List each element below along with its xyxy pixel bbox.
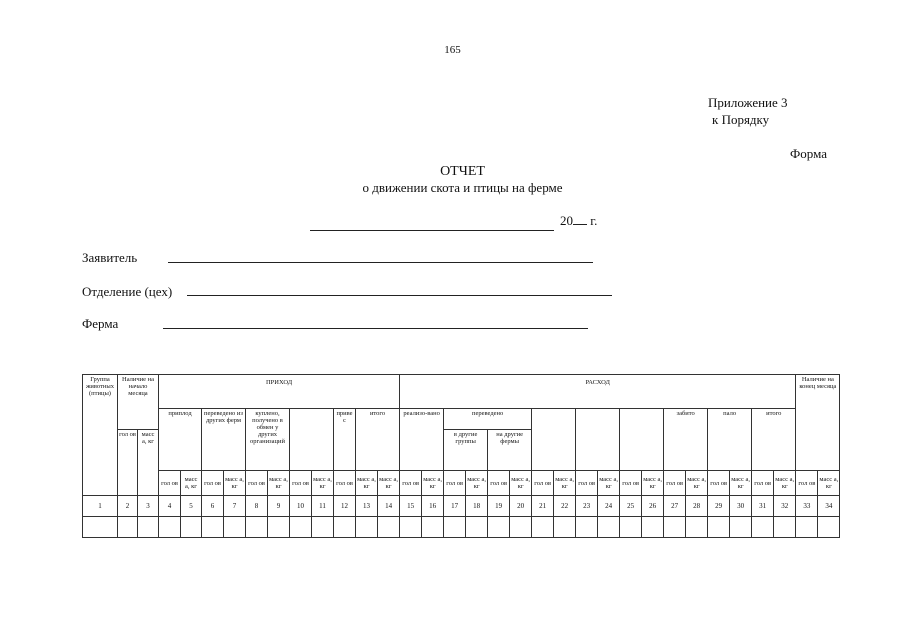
unit-mass: масс а, кг <box>642 471 664 496</box>
column-number: 3 <box>138 496 159 517</box>
data-cell[interactable] <box>642 517 664 538</box>
data-cell[interactable] <box>730 517 752 538</box>
opening-mass-unit: масс а, кг <box>138 430 159 496</box>
unit-heads: гол ов <box>488 471 510 496</box>
unit-heads: гол ов <box>202 471 224 496</box>
column-number: 21 <box>532 496 554 517</box>
data-cell[interactable] <box>181 517 202 538</box>
appendix-line-1: Приложение 3 <box>708 95 788 110</box>
farm-label: Ферма <box>82 316 119 331</box>
data-cell[interactable] <box>466 517 488 538</box>
column-number: 6 <box>202 496 224 517</box>
department-label: Отделение (цех) <box>82 284 173 299</box>
column-number: 1 <box>83 496 118 517</box>
income-header: ПРИХОД <box>159 375 400 409</box>
department-field[interactable] <box>187 295 612 296</box>
expense-total-header: итого <box>752 409 796 471</box>
movement-report-table <box>82 374 862 538</box>
column-number: 25 <box>620 496 642 517</box>
unit-mass: масс а, кг <box>686 471 708 496</box>
page-number: 165 <box>444 44 461 56</box>
unit-mass: масс а, кг <box>378 471 400 496</box>
data-cell[interactable] <box>246 517 268 538</box>
column-number: 27 <box>664 496 686 517</box>
column-number: 28 <box>686 496 708 517</box>
data-cell[interactable] <box>708 517 730 538</box>
column-number: 20 <box>510 496 532 517</box>
data-cell[interactable] <box>159 517 181 538</box>
unit-heads: гол ов <box>708 471 730 496</box>
appendix-note <box>708 94 788 128</box>
slaughtered-header: забито <box>664 409 708 471</box>
date-blank-line[interactable] <box>310 230 554 231</box>
unit-mass: масс а, кг <box>224 471 246 496</box>
column-number: 24 <box>598 496 620 517</box>
data-cell[interactable] <box>378 517 400 538</box>
data-cell[interactable] <box>422 517 444 538</box>
unit-mass: масс а, кг <box>466 471 488 496</box>
unit-mass: масс а, кг <box>774 471 796 496</box>
appendix-line-2: к Порядку <box>712 112 770 127</box>
date-year <box>560 213 597 229</box>
column-number: 9 <box>268 496 290 517</box>
applicant-label: Заявитель <box>82 250 138 265</box>
data-cell[interactable] <box>686 517 708 538</box>
data-cell[interactable] <box>796 517 818 538</box>
data-cell[interactable] <box>312 517 334 538</box>
expense-blank-1 <box>532 409 576 471</box>
to-other-groups-header: в другие группы <box>444 430 488 471</box>
data-cell[interactable] <box>118 517 138 538</box>
report-subtitle: о движении скота и птицы на ферме <box>362 180 563 195</box>
column-number: 16 <box>422 496 444 517</box>
unit-mass: масс а, кг <box>422 471 444 496</box>
year-blank-line[interactable] <box>573 213 587 225</box>
unit-mass: масс а, кг <box>554 471 576 496</box>
data-cell[interactable] <box>554 517 576 538</box>
column-number: 14 <box>378 496 400 517</box>
unit-mass: масс а, кг <box>312 471 334 496</box>
column-number: 34 <box>818 496 840 517</box>
income-blank-header <box>290 409 334 471</box>
data-cell[interactable] <box>664 517 686 538</box>
data-cell[interactable] <box>268 517 290 538</box>
data-cell[interactable] <box>510 517 532 538</box>
unit-heads: гол ов <box>532 471 554 496</box>
transferred-from-farms-header: переведено из других ферм <box>202 409 246 471</box>
opening-heads-unit: гол ов <box>118 430 138 496</box>
column-number: 8 <box>246 496 268 517</box>
unit-mass: масс а, кг <box>181 471 202 496</box>
expense-blank-2 <box>576 409 620 471</box>
data-cell[interactable] <box>444 517 466 538</box>
column-number: 5 <box>181 496 202 517</box>
unit-heads: гол ов <box>334 471 356 496</box>
opening-balance-header: Наличие на начало месяца <box>118 375 159 430</box>
data-cell[interactable] <box>83 517 118 538</box>
expense-header: РАСХОД <box>400 375 796 409</box>
unit-mass: масс а, кг <box>356 471 378 496</box>
data-cell[interactable] <box>774 517 796 538</box>
transferred-out-header: переведено <box>444 409 532 430</box>
column-number: 30 <box>730 496 752 517</box>
column-number: 18 <box>466 496 488 517</box>
column-number: 15 <box>400 496 422 517</box>
column-number: 31 <box>752 496 774 517</box>
data-cell[interactable] <box>138 517 159 538</box>
income-total-header: итого <box>356 409 400 471</box>
closing-balance-header: Наличие на конец месяца <box>796 375 840 471</box>
unit-heads: гол ов <box>246 471 268 496</box>
unit-heads: гол ов <box>576 471 598 496</box>
form-label: Форма <box>790 146 827 161</box>
data-cell[interactable] <box>576 517 598 538</box>
unit-heads: гол ов <box>796 471 818 496</box>
data-cell[interactable] <box>356 517 378 538</box>
unit-mass: масс а, кг <box>268 471 290 496</box>
column-number: 10 <box>290 496 312 517</box>
unit-heads: гол ов <box>664 471 686 496</box>
column-number: 11 <box>312 496 334 517</box>
column-number: 22 <box>554 496 576 517</box>
applicant-field[interactable] <box>168 262 593 263</box>
data-cell[interactable] <box>752 517 774 538</box>
sold-header: реализо-вано <box>400 409 444 471</box>
unit-heads: гол ов <box>290 471 312 496</box>
column-number: 23 <box>576 496 598 517</box>
births-header: приплод <box>159 409 202 471</box>
data-cell[interactable] <box>224 517 246 538</box>
unit-heads: гол ов <box>400 471 422 496</box>
column-number: 32 <box>774 496 796 517</box>
to-other-farms-header: на другие фермы <box>488 430 532 471</box>
data-cell[interactable] <box>400 517 422 538</box>
unit-mass: масс а, кг <box>730 471 752 496</box>
column-number: 12 <box>334 496 356 517</box>
unit-mass: масс а, кг <box>598 471 620 496</box>
data-cell[interactable] <box>598 517 620 538</box>
column-number: 26 <box>642 496 664 517</box>
group-header: Группа животных (птицы) <box>83 375 118 496</box>
column-number: 7 <box>224 496 246 517</box>
column-number: 17 <box>444 496 466 517</box>
unit-heads: гол ов <box>159 471 181 496</box>
unit-mass: масс а, кг <box>818 471 840 496</box>
purchased-header: куплено, получено в обмен у других организаций <box>246 409 290 471</box>
data-cell[interactable] <box>202 517 224 538</box>
column-number: 29 <box>708 496 730 517</box>
column-number: 4 <box>159 496 181 517</box>
column-number: 19 <box>488 496 510 517</box>
weight-gain-header: привес <box>334 409 356 471</box>
fallen-header: пало <box>708 409 752 471</box>
unit-heads: гол ов <box>444 471 466 496</box>
unit-heads: гол ов <box>620 471 642 496</box>
data-cell[interactable] <box>818 517 840 538</box>
unit-mass: масс а, кг <box>510 471 532 496</box>
data-cell[interactable] <box>334 517 356 538</box>
farm-field[interactable] <box>163 328 588 329</box>
data-cell[interactable] <box>290 517 312 538</box>
column-number: 13 <box>356 496 378 517</box>
table-row-blank <box>83 517 862 538</box>
data-cell[interactable] <box>532 517 554 538</box>
date-year-suffix: г. <box>590 213 598 228</box>
column-number: 2 <box>118 496 138 517</box>
date-year-prefix: 20 <box>560 213 573 228</box>
unit-heads: гол ов <box>752 471 774 496</box>
expense-blank-3 <box>620 409 664 471</box>
report-title: ОТЧЕТ <box>440 164 485 179</box>
column-number: 33 <box>796 496 818 517</box>
data-cell[interactable] <box>488 517 510 538</box>
data-cell[interactable] <box>620 517 642 538</box>
